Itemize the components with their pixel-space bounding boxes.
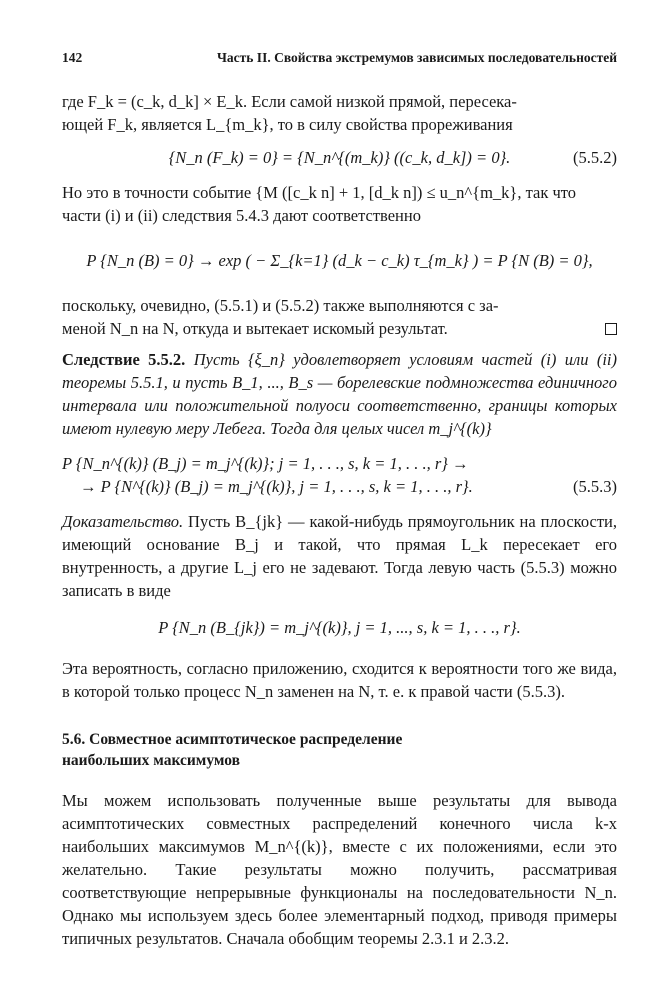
proof-paragraph <box>62 510 617 602</box>
paragraph-3-line-2: меной N_n на N, откуда и вытекает искомый результат. <box>62 319 448 338</box>
equation-proof-expr: P {N_n (B_{jk}) = m_j^{(k)}, j = 1, ..., s, k = 1, . . ., r}. <box>158 618 521 637</box>
equation-limit <box>62 249 617 272</box>
equation-5-5-2 <box>62 146 617 169</box>
paragraph-1-line-2: ющей F_k, является L_{m_k}, то в силу свойства прореживания <box>62 115 513 134</box>
paragraph-2-line-1: Но это в точности событие {M ([c_k n] + 1, [d_k n]) ≤ u_n^{m_k}, так что <box>62 183 576 202</box>
page-body <box>62 90 617 950</box>
paragraph-3 <box>62 294 617 340</box>
section-title-line-2: наибольших максимумов <box>62 752 240 769</box>
equation-5-5-3-line-1: P {N_n^{(k)} (B_j) = m_j^{(k)}; j = 1, . . ., s, k = 1, . . ., r} → <box>62 454 469 473</box>
equation-number-5-5-2: (5.5.2) <box>573 148 617 167</box>
proof-text: Пусть B_{jk} — какой-нибудь прямоугольник на плоскости, имеющий основание B_j и такой, что прямая L_k пересекает его внутренность, а другие L_j его не задевают. Тогда левую часть (5.5.3) можно записать в виде <box>62 512 617 600</box>
paragraph-3-line-1: поскольку, очевидно, (5.5.1) и (5.5.2) также выполняются с за- <box>62 296 499 315</box>
paragraph-4: Эта вероятность, согласно приложению, сходится к вероятности того же вида, в которой только процесс N_n заменен на N, т. е. к правой части (5.5.3). <box>62 659 617 701</box>
proof-label: Доказательство. <box>62 512 184 531</box>
section-title-line-1: 5.6. Совместное асимптотическое распределение <box>62 731 403 748</box>
equation-5-5-3 <box>62 452 617 498</box>
equation-5-5-2-expr: {N_n (F_k) = 0} = {N_n^{(m_k)} ((c_k, d_k]) = 0}. <box>168 148 511 167</box>
paragraph-1 <box>62 90 617 136</box>
paragraph-1-line-1: где F_k = (c_k, d_k] × E_k. Если самой низкой прямой, пересека- <box>62 92 517 111</box>
paragraph-5: Мы можем использовать полученные выше результаты для вывода асимптотических совместных распределений конечного числа k-х наибольших максимумов M_n^{(k)}, вместе с их положениями, если это желательно. Такие результаты можно получить, рассматривая соответствующие непрерывные функционалы на последовательности N_n. Однако мы используем здесь более элементарный подход, приводя примеры типичных результатов. Сначала обобщим теоремы 2.3.1 и 2.3.2. <box>62 791 617 948</box>
corollary-text: Пусть {ξ_n} удовлетворяет условиям частей (i) или (ii) теоремы 5.5.1, и пусть B_1, ..., B_s — борелевские подмножества единичного интервала или положительной полуоси соответственно, границы которых имеют нулевую меру Лебега. Тогда для целых чисел m_j^{(k)} <box>62 350 617 438</box>
paragraph-2 <box>62 181 617 227</box>
section-heading-5-6 <box>62 729 617 771</box>
running-title: Часть II. Свойства экстремумов зависимых последовательностей <box>217 50 617 65</box>
equation-5-5-3-line-2: → P {N^{(k)} (B_j) = m_j^{(k)}, j = 1, . . ., s, k = 1, . . ., r}. <box>80 477 473 496</box>
corollary-label: Следствие 5.5.2. <box>62 350 186 369</box>
corollary-5-5-2 <box>62 348 617 440</box>
equation-proof <box>62 616 617 639</box>
page-number: 142 <box>62 50 83 65</box>
qed-square-icon <box>605 323 617 335</box>
equation-limit-expr: P {N_n (B) = 0} → exp ( − Σ_{k=1} (d_k − c_k) τ_{m_k} ) = P {N (B) = 0}, <box>86 251 593 270</box>
equation-number-5-5-3: (5.5.3) <box>573 477 617 496</box>
paragraph-2-line-2: части (i) и (ii) следствия 5.4.3 дают соответственно <box>62 206 421 225</box>
